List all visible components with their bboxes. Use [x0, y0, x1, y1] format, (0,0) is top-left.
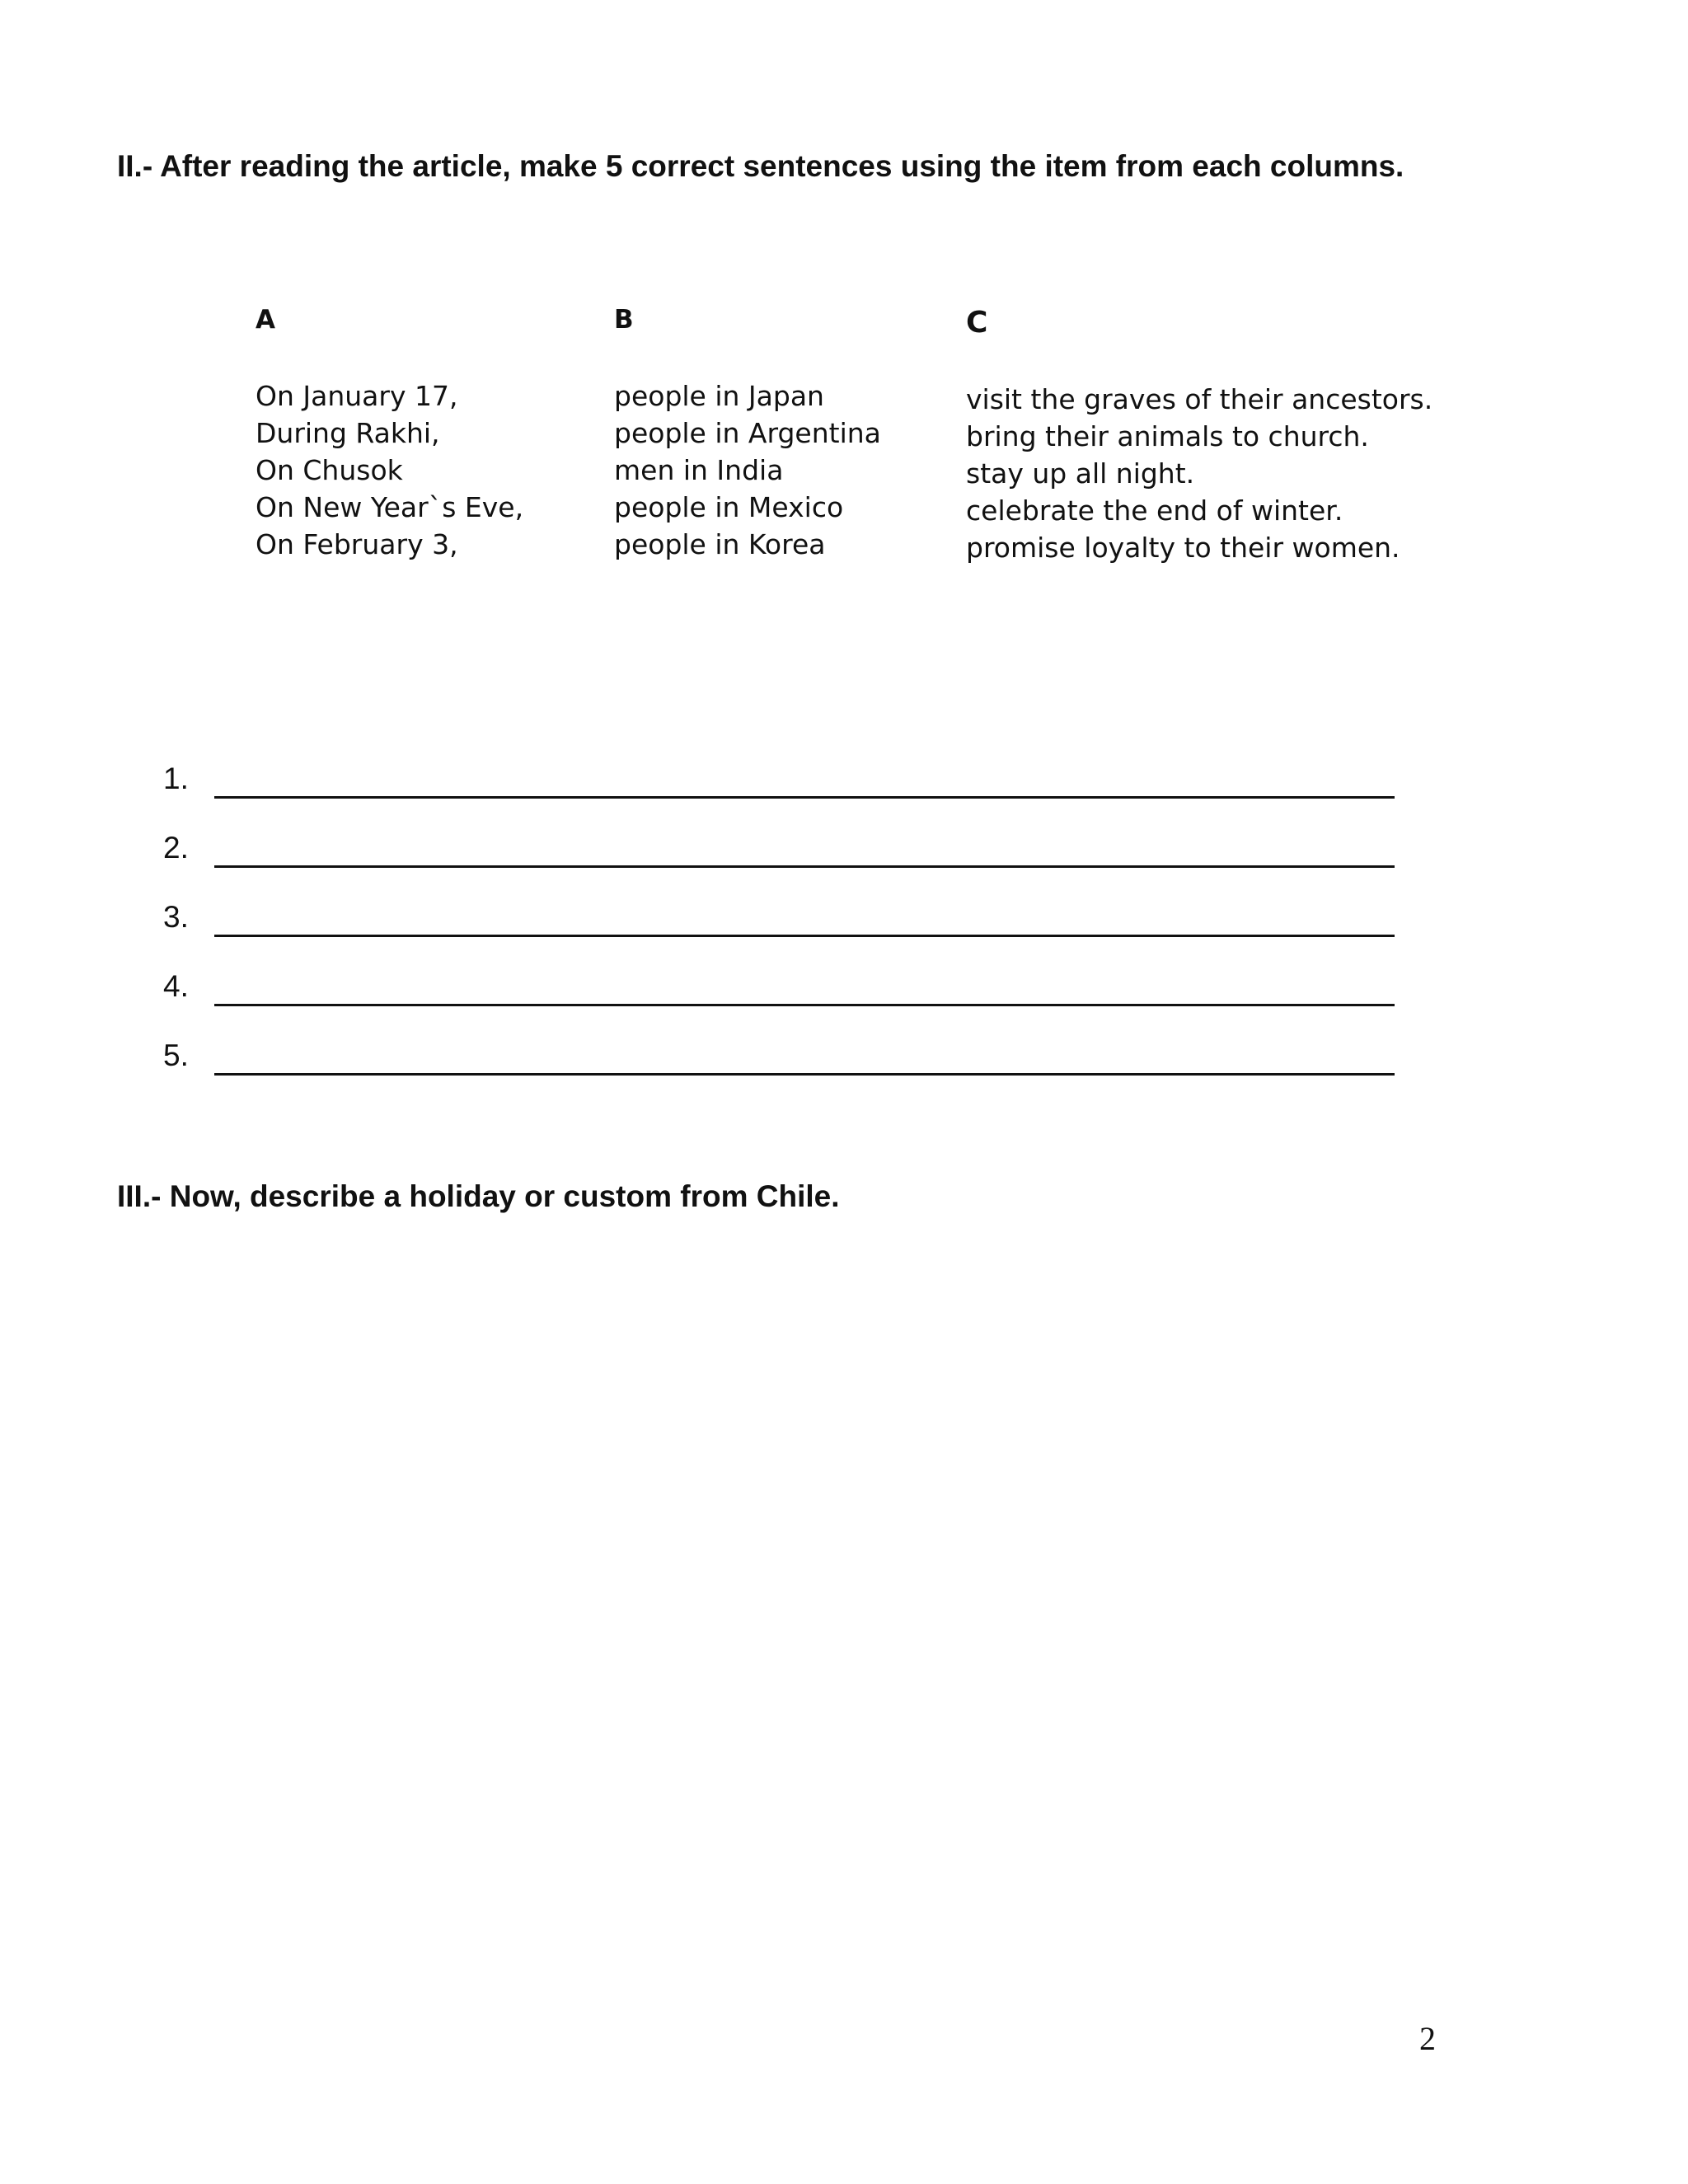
column-b-item: people in Mexico	[614, 491, 844, 523]
answer-blank[interactable]	[214, 901, 1395, 937]
column-a-item: During Rakhi,	[256, 417, 440, 449]
column-b-item: people in Argentina	[614, 417, 881, 449]
answer-blank[interactable]	[214, 970, 1395, 1006]
column-a-header: A	[256, 305, 275, 335]
column-b-list	[614, 377, 881, 563]
answer-number: 2.	[163, 831, 189, 865]
answer-number: 4.	[163, 969, 189, 1003]
answer-number: 1.	[163, 762, 189, 795]
column-b-item: men in India	[614, 454, 784, 486]
page-number: 2	[1419, 2020, 1436, 2057]
answer-line-1[interactable]	[163, 729, 1400, 799]
column-a	[256, 303, 523, 563]
column-c-item: promise loyalty to their women.	[966, 532, 1400, 564]
section-2-heading: II.- After reading the article, make 5 correct sentences using the item from each columns.	[117, 149, 1404, 183]
column-a-item: On February 3,	[256, 528, 458, 560]
answer-blank[interactable]	[214, 762, 1395, 799]
column-b	[614, 303, 881, 563]
column-c-list	[966, 381, 1432, 566]
answer-blank[interactable]	[214, 1039, 1395, 1076]
column-c	[966, 307, 1432, 566]
column-c-item: celebrate the end of winter.	[966, 494, 1343, 527]
column-c-item: bring their animals to church.	[966, 420, 1369, 452]
answer-line-5[interactable]	[163, 1006, 1400, 1076]
answer-blank[interactable]	[214, 832, 1395, 868]
column-a-list	[256, 377, 523, 563]
answer-number: 3.	[163, 900, 189, 934]
column-a-item: On Chusok	[256, 454, 403, 486]
column-b-item: people in Korea	[614, 528, 826, 560]
column-a-item: On January 17,	[256, 380, 458, 412]
column-c-item: stay up all night.	[966, 457, 1195, 490]
answer-line-2[interactable]	[163, 799, 1400, 868]
column-c-header: C	[966, 306, 988, 340]
answer-lines	[163, 729, 1400, 1076]
answer-line-4[interactable]	[163, 937, 1400, 1006]
column-c-item: visit the graves of their ancestors.	[966, 383, 1433, 415]
column-b-item: people in Japan	[614, 380, 824, 412]
column-b-header: B	[614, 305, 634, 335]
answer-number: 5.	[163, 1038, 189, 1072]
answer-line-3[interactable]	[163, 868, 1400, 937]
column-a-item: On New Year`s Eve,	[256, 491, 524, 523]
section-3-heading: III.- Now, describe a holiday or custom from Chile.	[117, 1179, 840, 1213]
